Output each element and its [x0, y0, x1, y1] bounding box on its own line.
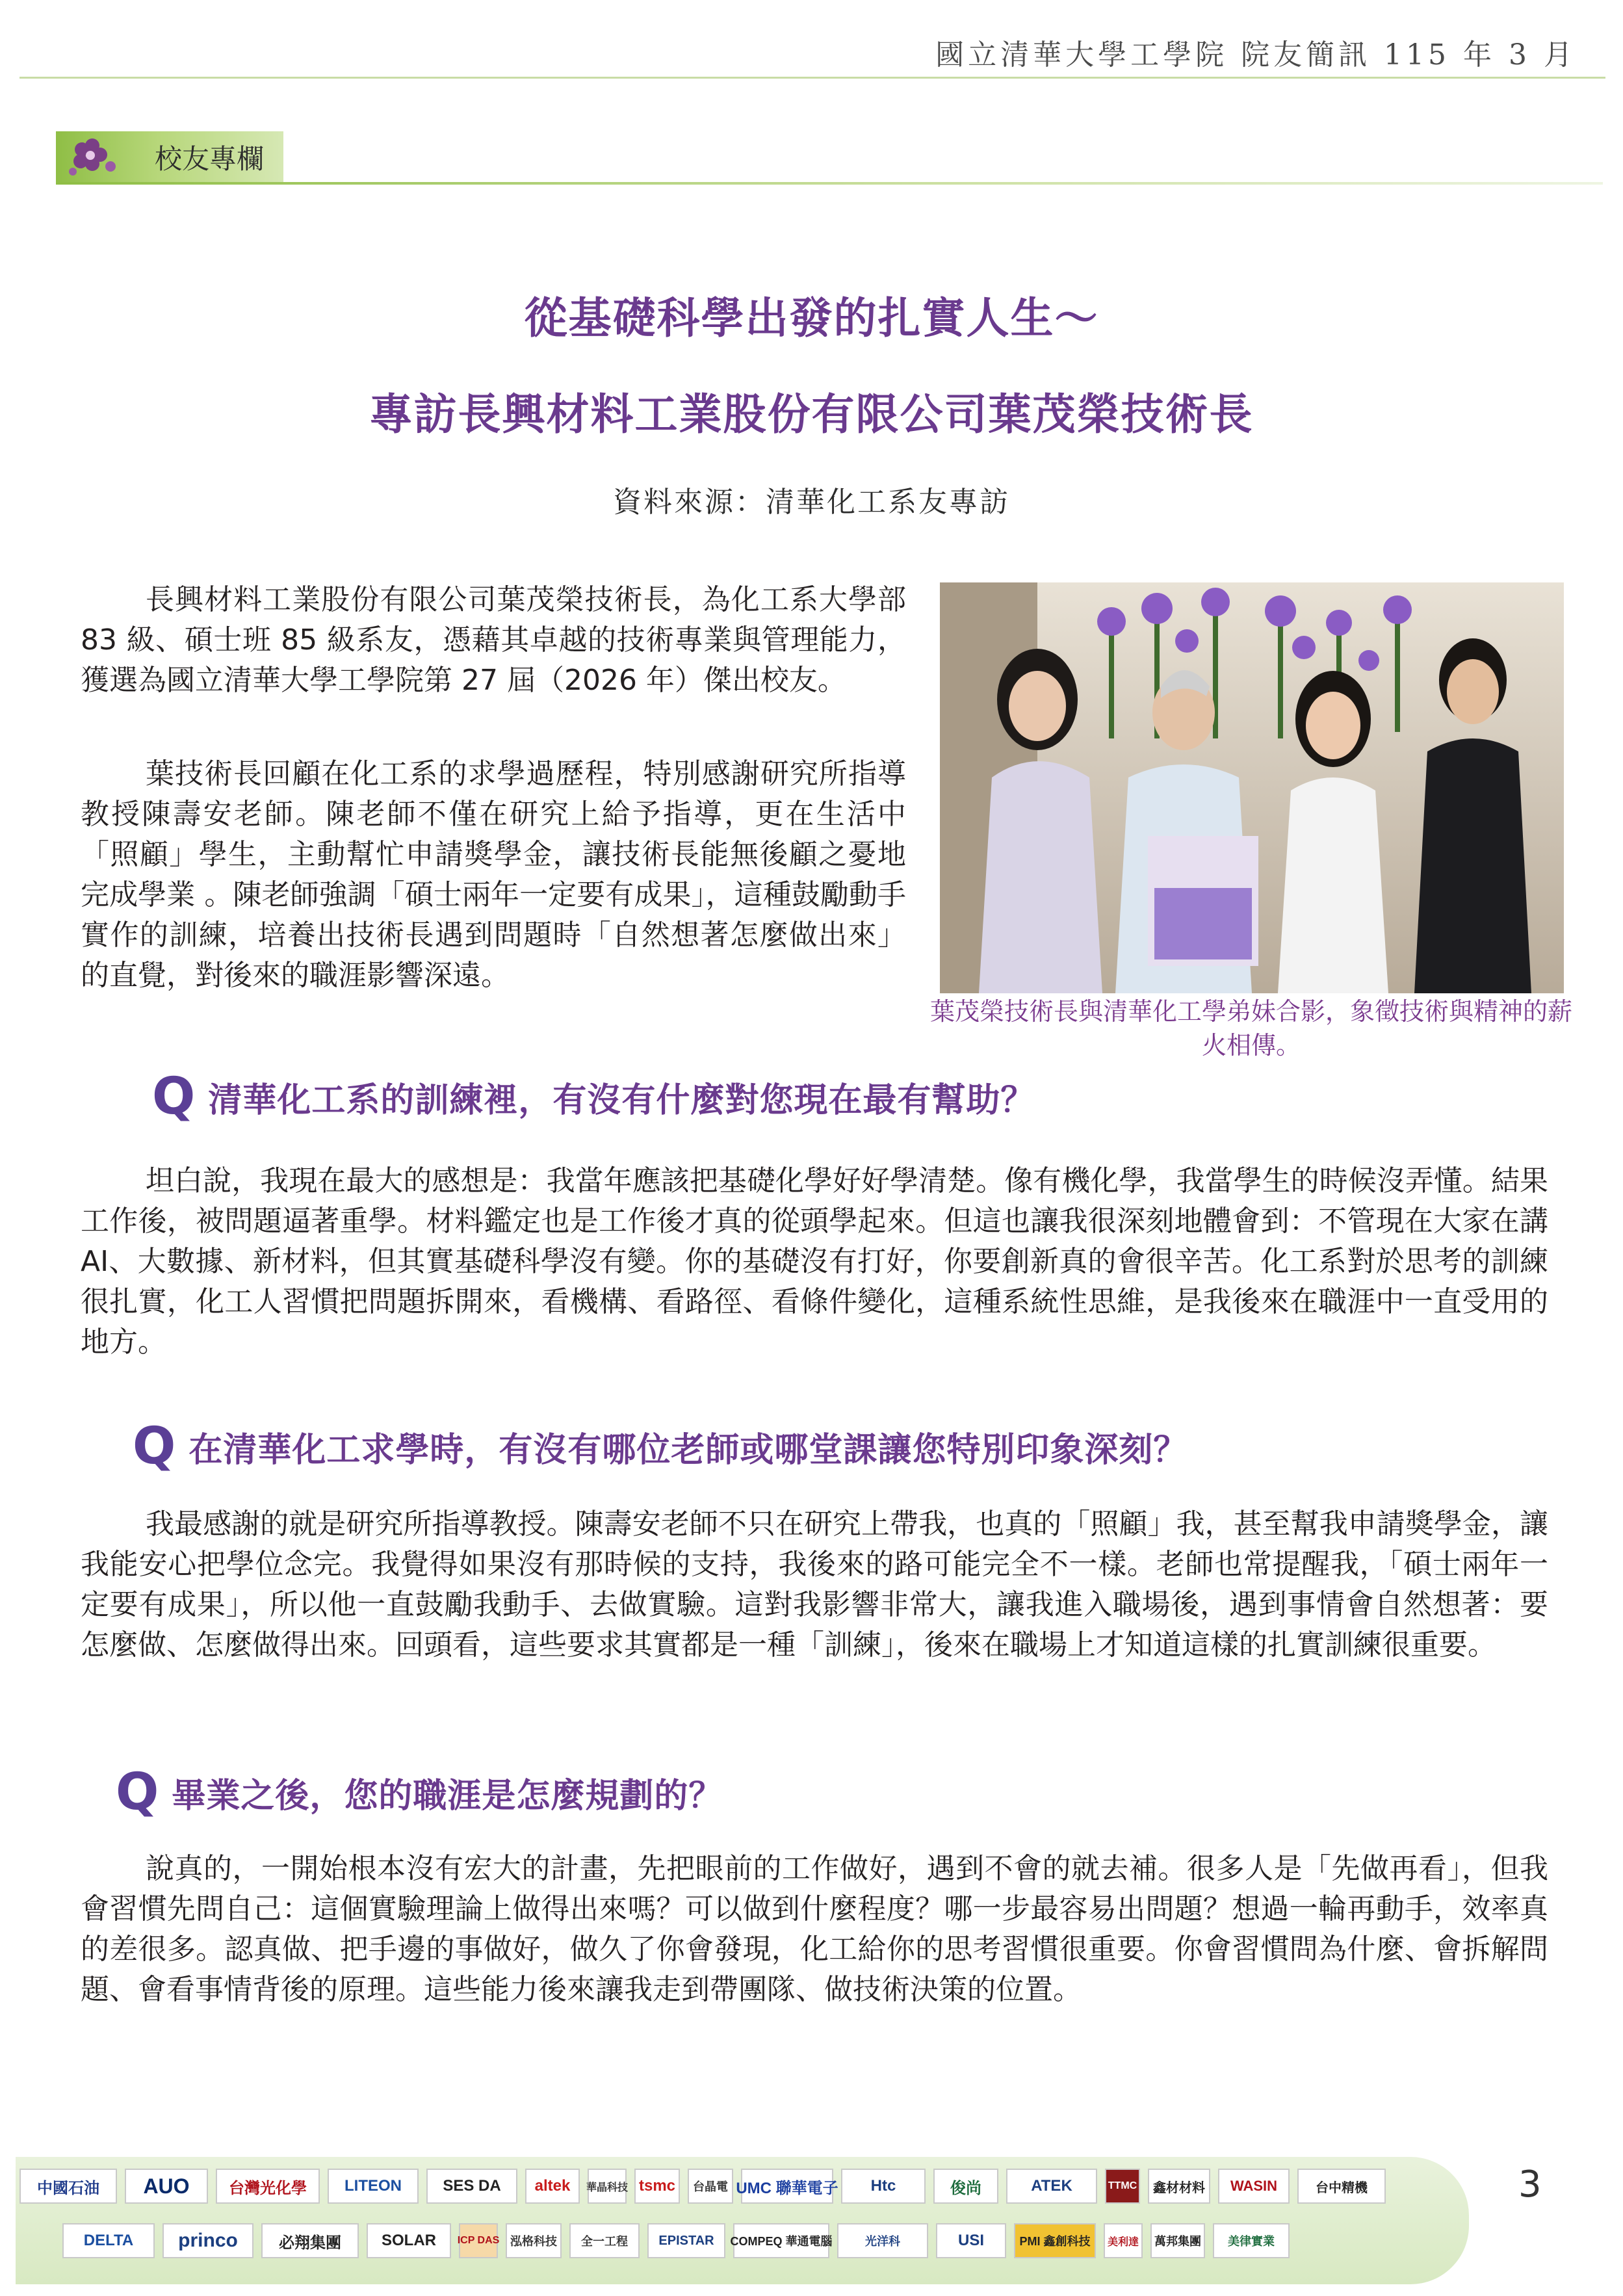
sponsor-logo: 必翔集團	[261, 2223, 359, 2258]
photo-caption: 葉茂榮技術長與清華化工學弟妹合影，象徵技術與精神的薪火相傳。	[929, 997, 1572, 1060]
article-title-line2: 專訪長興材料工業股份有限公司葉茂榮技術長	[369, 389, 1254, 439]
sponsor-logo: EPISTAR	[647, 2223, 725, 2258]
sponsor-logo: SES DA	[426, 2169, 517, 2204]
answer-1: 坦白說，我現在最大的感想是：我當年應該把基礎化學好好學清楚。像有機化學，我當學生的時候沒弄懂。結果工作後，被問題逼著重學。材料鑑定也是工作後才真的從頭學起來。但這也讓我很深刻地體會到：不管現在大家在講 AI、大數據、新材料，但其實基礎科學沒有變。你的基礎沒有打好，你要創新真的會很辛苦。化工系對於思考的訓練很扎實，化工人習慣把問題拆開來，看機構、看路徑、看條件變化，這種系統性思維，是我後來在職涯中一直受用的地方。	[81, 1164, 1548, 1359]
question-mark-icon: Q	[133, 1417, 176, 1476]
sponsor-logo: tsmc	[634, 2169, 680, 2204]
question-text: 清華化工系的訓練裡，有沒有什麼對您現在最有幫助？	[208, 1080, 1035, 1120]
article-title-line1: 從基礎科學出發的扎實人生～	[524, 293, 1099, 343]
sponsor-logo: DELTA	[62, 2223, 155, 2258]
sponsor-logo: 光洋科	[837, 2223, 928, 2258]
sponsor-logo: 鑫材材料	[1148, 2169, 1210, 2204]
question-2	[133, 1417, 1188, 1476]
question-text: 在清華化工求學時，有沒有哪位老師或哪堂課讓您特別印象深刻？	[188, 1430, 1188, 1470]
sponsor-logo: altek	[525, 2169, 580, 2204]
sponsor-logo: COMPEQ 華通電腦	[733, 2223, 829, 2258]
page-number: 3	[1518, 2163, 1542, 2206]
sponsor-logo: SOLAR	[367, 2223, 451, 2258]
sponsor-logo: 美律實業	[1213, 2223, 1290, 2258]
sponsor-logo: 華晶科技	[588, 2169, 627, 2204]
question-mark-icon: Q	[152, 1067, 196, 1126]
sponsor-logo: TTMC	[1105, 2169, 1140, 2204]
sponsor-logo: 萬邦集團	[1150, 2223, 1205, 2258]
sponsor-logo: AUO	[125, 2169, 208, 2204]
header-divider	[19, 77, 1605, 79]
sponsor-logo: 台晶電	[688, 2169, 733, 2204]
question-1	[152, 1067, 1035, 1126]
article-source: 資料來源：清華化工系友專訪	[613, 486, 1010, 519]
flower-icon	[64, 135, 122, 178]
sponsor-logo: 台中精機	[1297, 2169, 1386, 2204]
group-photo	[940, 582, 1564, 993]
sponsor-logo: 俊尚	[933, 2169, 998, 2204]
sponsor-logo: Htc	[841, 2169, 926, 2204]
sponsor-logo: 中國石油	[19, 2169, 117, 2204]
sponsor-logo: PMI 鑫創科技	[1014, 2223, 1096, 2258]
sponsor-logo: ATEK	[1006, 2169, 1097, 2204]
newsletter-header: 國立清華大學工學院 院友簡訊 115 年 3 月	[935, 38, 1576, 72]
sponsor-logo: USI	[936, 2223, 1006, 2258]
sponsor-logo: 美利達	[1104, 2223, 1143, 2258]
sponsor-logo: 台灣光化學	[216, 2169, 320, 2204]
sponsor-logo: UMC 聯華電子	[741, 2169, 833, 2204]
question-mark-icon: Q	[116, 1763, 159, 1821]
sponsor-logo: princo	[162, 2223, 253, 2258]
sponsor-logo: LITEON	[328, 2169, 419, 2204]
intro-paragraph-2: 葉技術長回顧在化工系的求學過歷程，特別感謝研究所指導教授陳壽安老師。陳老師不僅在研究上給予指導，更在生活中「照顧」學生，主動幫忙申請獎學金，讓技術長能無後顧之憂地完成學業 。陳老師強調「碩士兩年一定要有成果」，這種鼓勵動手實作的訓練，培養出技術長遇到問題時「自然想著怎麼做出來」的直覺，對後來的職涯影響深遠。	[81, 757, 906, 992]
sponsor-logo: 泓格科技	[506, 2223, 562, 2258]
sponsor-logos-row-2	[62, 2223, 1290, 2258]
section-label: 校友專欄	[155, 143, 265, 175]
answer-3: 說真的，一開始根本沒有宏大的計畫，先把眼前的工作做好，遇到不會的就去補。很多人是「先做再看」，但我會習慣先問自己：這個實驗理論上做得出來嗎？可以做到什麼程度？哪一步最容易出問題？想過一輪再動手，效率真的差很多。認真做、把手邊的事做好，做久了你會發現，化工給你的思考習慣很重要。你會習慣問為什麼、會拆解問題、會看事情背後的原理。這些能力後來讓我走到帶團隊、做技術決策的位置。	[81, 1852, 1548, 2006]
intro-paragraph-1: 長興材料工業股份有限公司葉茂榮技術長，為化工系大學部 83 級、碩士班 85 級系友，憑藉其卓越的技術專業與管理能力，獲選為國立清華大學工學院第 27 屆（2026 年）傑出校友。	[81, 583, 906, 697]
sponsor-logo: WASIN	[1218, 2169, 1290, 2204]
sponsor-logo: 全一工程	[569, 2223, 640, 2258]
sponsor-logo: ICP DAS	[459, 2223, 498, 2258]
question-text: 畢業之後，您的職涯是怎麼規劃的？	[172, 1776, 723, 1816]
sponsor-logos-row-1	[19, 2169, 1386, 2204]
group-photo-illustration	[940, 582, 1564, 993]
answer-2: 我最感謝的就是研究所指導教授。陳壽安老師不只在研究上帶我，也真的「照顧」我，甚至幫我申請獎學金，讓我能安心把學位念完。我覺得如果沒有那時候的支持，我後來的路可能完全不一樣。老師也常提醒我，「碩士兩年一定要有成果」，所以他一直鼓勵我動手、去做實驗。這對我影響非常大，讓我進入職場後，遇到事情會自然想著：要怎麼做、怎麼做得出來。回頭看，這些要求其實都是一種「訓練」，後來在職場上才知道這樣的扎實訓練很重要。	[81, 1507, 1548, 1662]
question-3	[116, 1763, 723, 1821]
section-divider	[56, 182, 1603, 185]
